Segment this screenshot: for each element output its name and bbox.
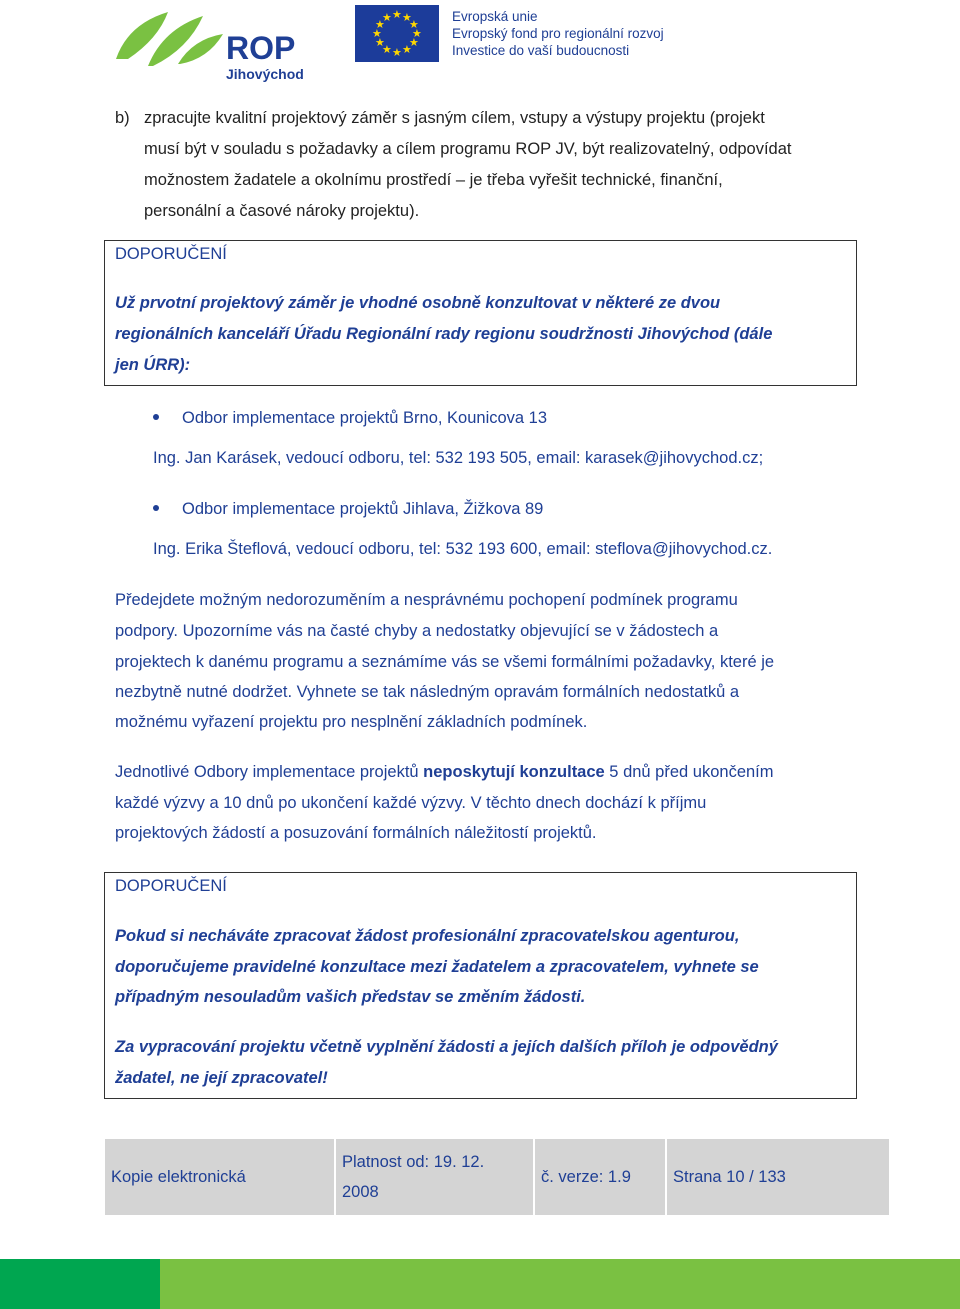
star-icon: ★ (375, 19, 385, 31)
section-b-line: musí být v souladu s požadavky a cílem programu ROP JV, být realizovatelný, odpovídat (144, 140, 792, 158)
office-contact: Ing. Erika Šteflová, vedoucí odboru, tel: 532 193 600, email: steflova@jihovychod.cz. (153, 540, 773, 558)
footer-table (103, 1137, 891, 1217)
section-b-line: možnostem žadatele a okolnímu prostředí – je třeba vyřešit technické, finanční, (144, 171, 723, 189)
paragraph-line (115, 793, 706, 813)
star-icon: ★ (409, 19, 419, 31)
paragraph-segment: Upozorníme vás na časté chyby a nedostatky objevující se v žádostech a (182, 622, 719, 640)
recommendation-line: Už prvotní projektový záměr je vhodné osobně konzultovat v některé ze dvou (115, 294, 721, 312)
rop-logo-text: ROP (226, 30, 296, 66)
rop-logo (108, 4, 318, 84)
eu-line-1: Evropská unie (452, 9, 538, 24)
eu-line-3: Investice do vaší budoucnosti (452, 43, 630, 58)
paragraph-line (115, 682, 739, 702)
recommendation-box-2 (104, 872, 857, 1099)
bullet-icon (153, 414, 159, 420)
star-icon: ★ (402, 12, 412, 24)
eu-flag (355, 5, 439, 62)
footer-page: Strana 10 / 133 (666, 1138, 890, 1216)
paragraph-segment: nezbytně nutné dodržet. (115, 683, 293, 701)
recommendation-line: Pokud si necháváte zpracovat žádost profesionální zpracovatelskou agenturou, (115, 927, 740, 945)
office-name: Odbor implementace projektů Brno, Kounicova 13 (182, 409, 548, 427)
section-b-line: zpracujte kvalitní projektový záměr s jasným cílem, vstupy a výstupy projektu (projekt (144, 109, 765, 127)
paragraph-segment: podpory. (115, 622, 178, 640)
star-icon: ★ (382, 44, 392, 56)
star-icon: ★ (372, 28, 382, 40)
recommendation-line: případným nesouladům vašich představ se změním žádosti. (115, 988, 586, 1006)
footer-validity (335, 1138, 534, 1216)
recommendation-heading-1: DOPORUČENÍ (115, 245, 227, 263)
footer-version: č. verze: 1.9 (534, 1138, 666, 1216)
recommendation-line: Za vypracování projektu včetně vyplnění žádosti a jejích dalších příloh je odpovědný (115, 1038, 778, 1056)
star-icon: ★ (382, 12, 392, 24)
office-name: Odbor implementace projektů Jihlava, Žižkova 89 (182, 500, 544, 518)
footer-validity-line: Platnost od: 19. 12. (342, 1153, 485, 1171)
paragraph-emphasis: neposkytují konzultace (423, 763, 605, 781)
star-icon: ★ (409, 37, 419, 49)
section-b-line: personální a časové nároky projektu). (144, 202, 420, 220)
star-icon: ★ (402, 44, 412, 56)
star-icon: ★ (412, 28, 422, 40)
recommendation-line: jen ÚRR): (115, 356, 191, 374)
paragraph-segment: 5 dnů před ukončením (604, 763, 774, 781)
office-contact: Ing. Jan Karásek, vedoucí odboru, tel: 532 193 505, email: karasek@jihovychod.cz; (153, 449, 764, 467)
bullet-icon (153, 505, 159, 511)
paragraph-line (115, 762, 774, 782)
paragraph-segment: Vyhnete se tak následným opravám formálních nedostatků a (296, 683, 740, 701)
star-icon: ★ (392, 47, 402, 59)
eu-caption (452, 8, 664, 59)
eu-line-2: Evropský fond pro regionální rozvoj (452, 26, 664, 41)
paragraph-segment: každé výzvy a 10 dnů po ukončení každé výzvy. (115, 794, 466, 812)
paragraph-line: Předejdete možným nedorozuměním a nesprávnému pochopení podmínek programu (115, 591, 738, 609)
section-b-marker: b) (115, 109, 130, 127)
bottom-bar-light (160, 1259, 960, 1309)
paragraph-line (115, 621, 718, 641)
paragraph-segment: V těchto dnech dochází k příjmu (465, 794, 707, 812)
footer-copy: Kopie elektronická (104, 1138, 335, 1216)
paragraph-line: projektech k danému programu a seznámíme vás se všemi formálními požadavky, které je (115, 653, 775, 671)
bottom-bar-dark (0, 1259, 160, 1309)
paragraph-line: projektových žádostí a posuzování formálních náležitostí projektů. (115, 824, 597, 842)
star-icon: ★ (375, 37, 385, 49)
recommendation-line: regionálních kanceláří Úřadu Regionální rady regionu soudržnosti Jihovýchod (dále (115, 325, 773, 343)
paragraph-segment: Jednotlivé Odbory implementace projektů (115, 763, 424, 781)
rop-leaf-icon (108, 4, 228, 74)
recommendation-line: doporučujeme pravidelné konzultace mezi žadatelem a zpracovatelem, vyhnete se (115, 958, 759, 976)
recommendation-line: žadatel, ne její zpracovatel! (115, 1069, 328, 1087)
rop-logo-region: Jihovýchod (226, 66, 304, 82)
recommendation-heading-2: DOPORUČENÍ (115, 877, 227, 895)
footer-validity-line: 2008 (342, 1183, 379, 1201)
paragraph-line: možnému vyřazení projektu pro nesplnění základních podmínek. (115, 713, 588, 731)
star-icon: ★ (392, 9, 402, 21)
